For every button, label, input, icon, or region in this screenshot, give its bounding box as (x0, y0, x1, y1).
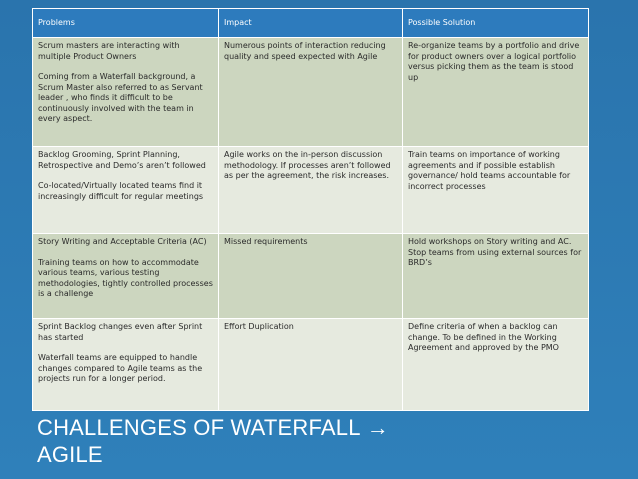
right-arrow-icon: → (366, 415, 389, 440)
impact-cell: Numerous points of interaction reducing quality and speed expected with Agile (219, 38, 403, 147)
problem-cell (33, 319, 219, 411)
slide-title-line2: AGILE (37, 442, 103, 467)
problem-cell (33, 147, 219, 234)
header-problems: Problems (33, 9, 219, 38)
impact-cell: Agile works on the in-person discussion methodology. If processes aren’t followed as per the agreement, the risk increases. (219, 147, 403, 234)
table-row (33, 234, 589, 319)
challenges-table (32, 8, 589, 411)
problem-text: Backlog Grooming, Sprint Planning, Retrospective and Demo’s aren’t followed (38, 150, 206, 170)
table-row (33, 147, 589, 234)
solution-cell: Re-organize teams by a portfolio and drive for product owners over a logical portfolio versus picking them as the team is stood up (403, 38, 589, 147)
solution-cell: Train teams on importance of working agreements and if possible establish governance/ hold teams accountable for incorrect processes (403, 147, 589, 234)
problem-text: Sprint Backlog changes even after Sprint has started (38, 322, 203, 342)
header-possible-solution: Possible Solution (403, 9, 589, 38)
problem-text: Training teams on how to accommodate various teams, various testing methodologies, tightly controlled processes is a challenge (38, 257, 213, 298)
problem-text: Waterfall teams are equipped to handle changes compared to Agile teams as the projects run for a longer period. (38, 353, 203, 383)
problem-text: Story Writing and Acceptable Criteria (AC) (38, 237, 207, 246)
slide-title (37, 414, 389, 468)
problem-text: Co-located/Virtually located teams find it increasingly difficult for regular meetings (38, 181, 204, 201)
solution-cell: Define criteria of when a backlog can change. To be defined in the Working Agreement and approved by the PMO (403, 319, 589, 411)
impact-cell: Effort Duplication (219, 319, 403, 411)
slide-title-line1: CHALLENGES OF WATERFALL (37, 415, 361, 440)
problem-text: Scrum masters are interacting with multiple Product Owners (38, 41, 180, 61)
table-row (33, 38, 589, 147)
problem-text: Coming from a Waterfall background, a Scrum Master also referred to as Servant leader , who finds it difficult to be continuously involved with the team in every aspect. (38, 72, 203, 123)
problem-cell (33, 234, 219, 319)
solution-cell: Hold workshops on Story writing and AC. Stop teams from using external sources for BRD’s (403, 234, 589, 319)
table-header-row (33, 9, 589, 38)
table-row (33, 319, 589, 411)
impact-cell: Missed requirements (219, 234, 403, 319)
header-impact: Impact (219, 9, 403, 38)
problem-cell (33, 38, 219, 147)
